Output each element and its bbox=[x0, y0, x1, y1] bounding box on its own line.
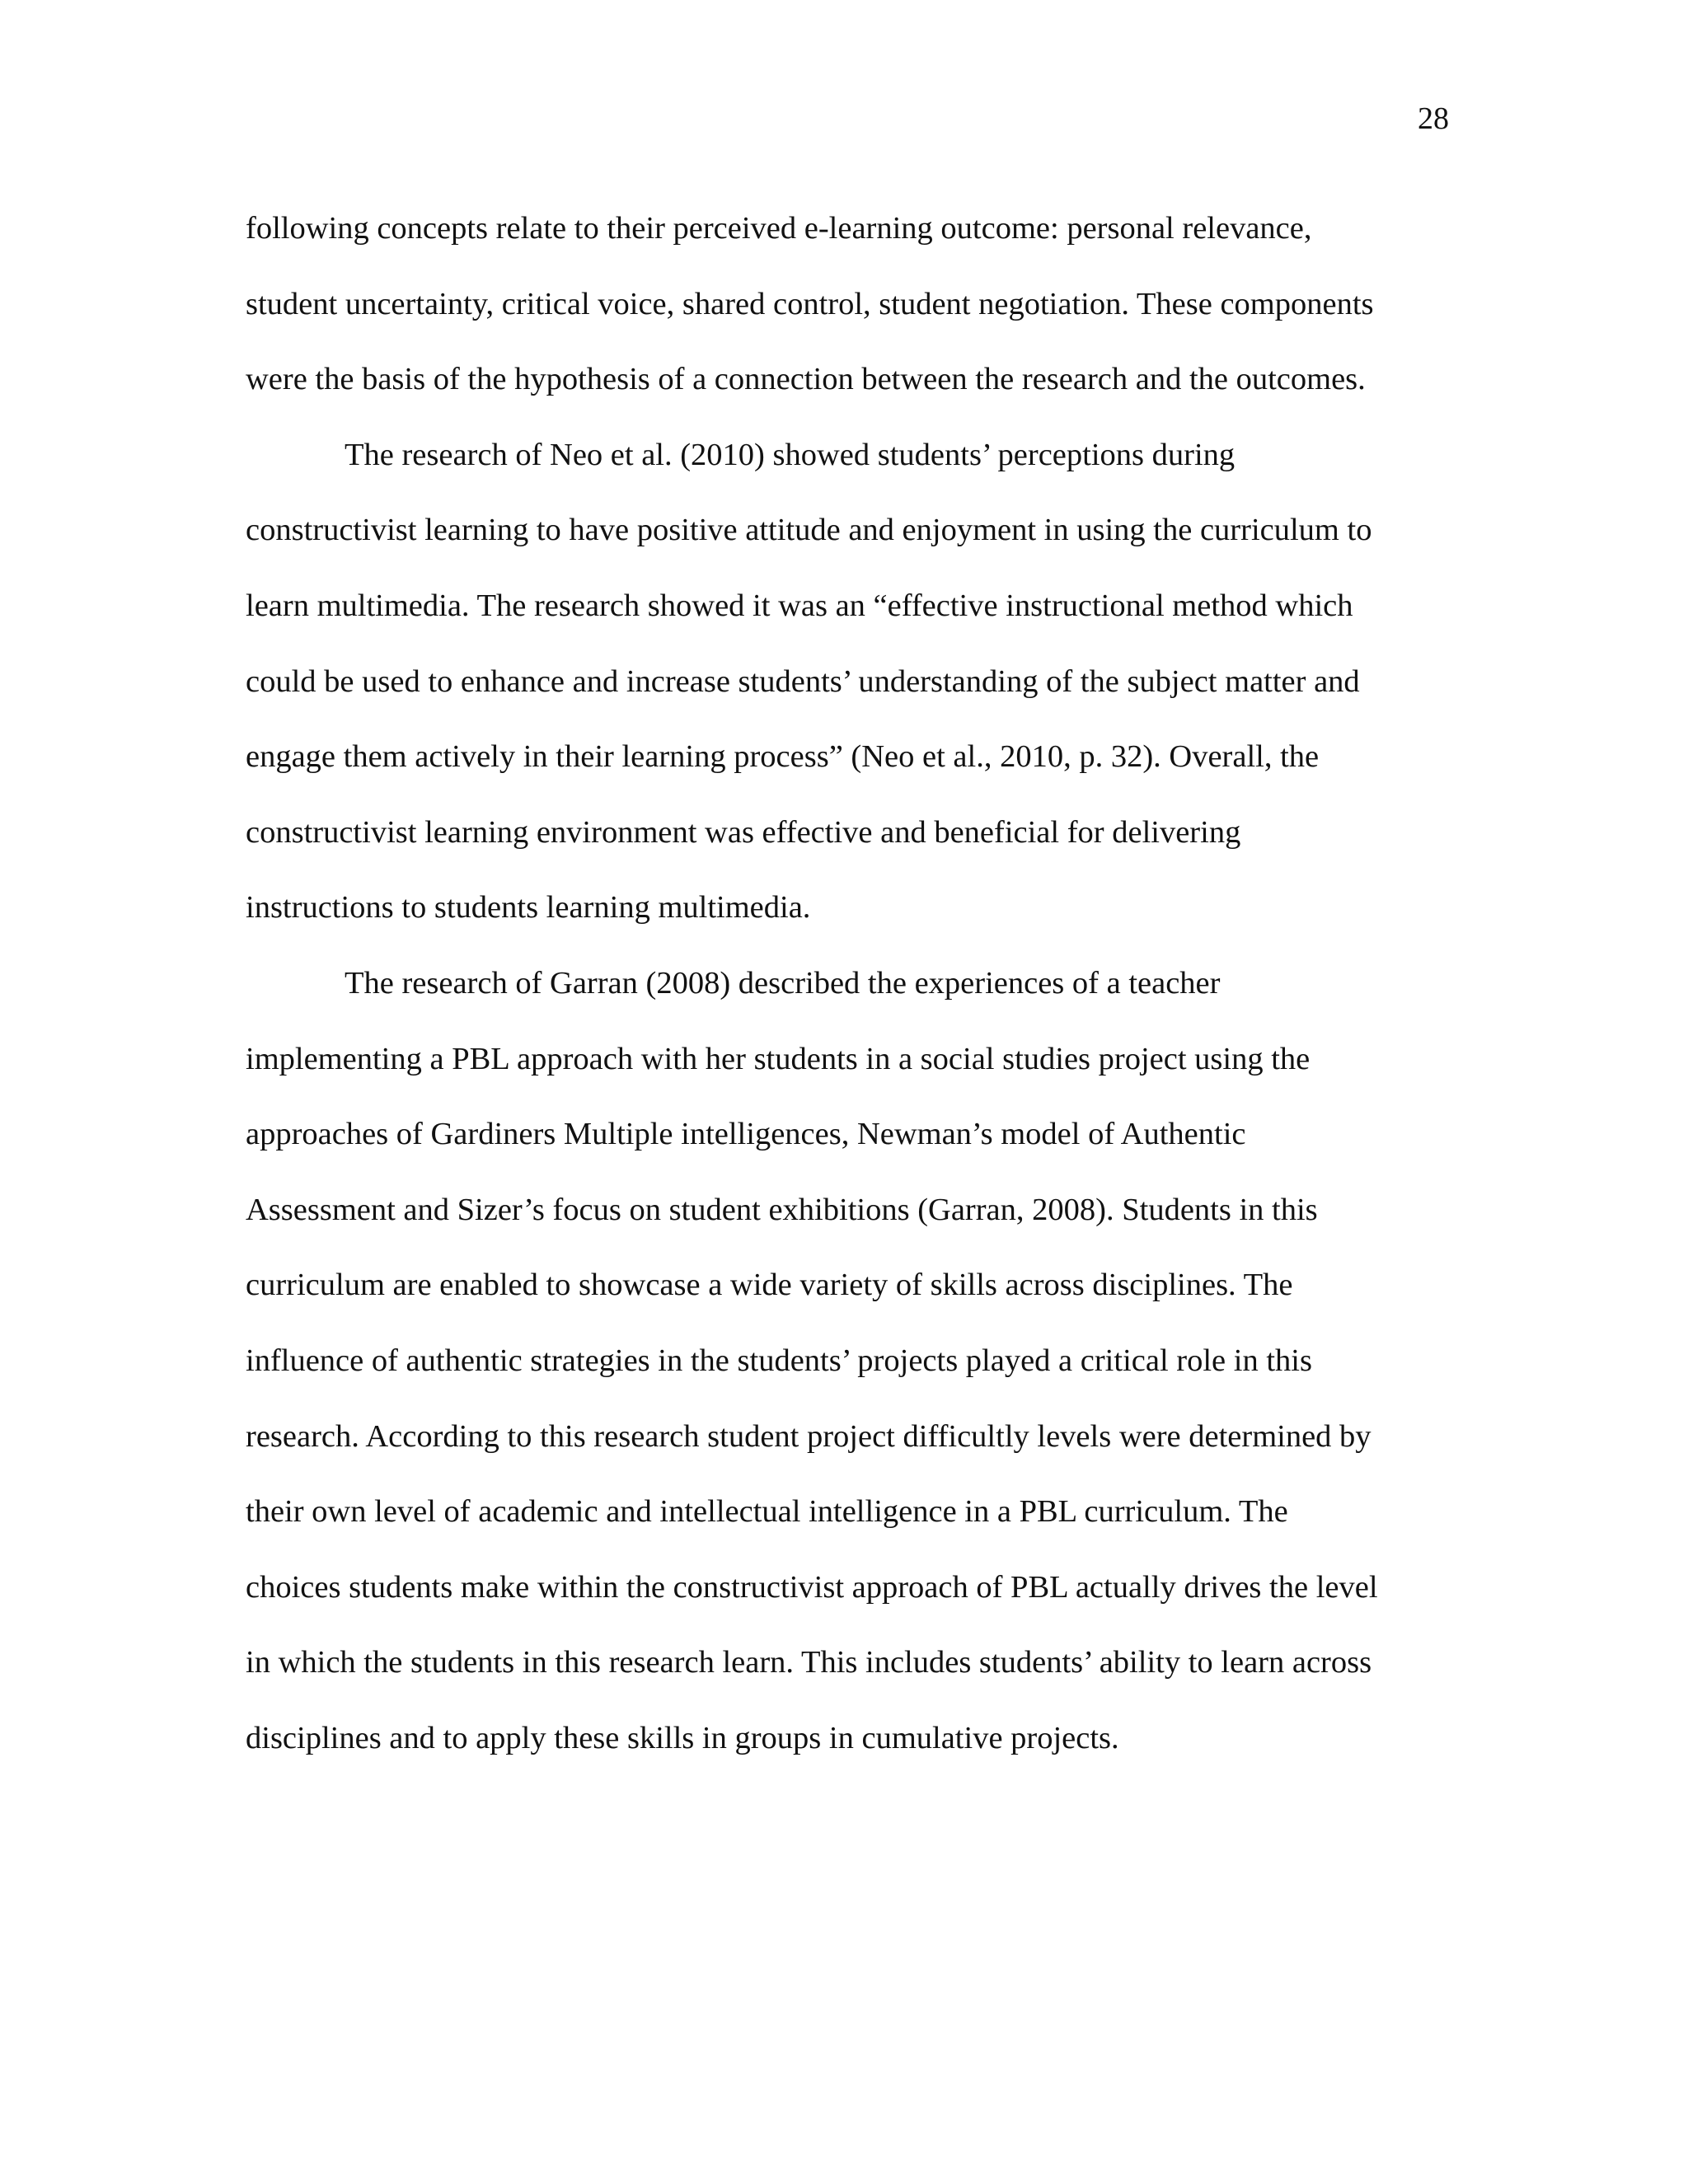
paragraph-2 bbox=[246, 418, 1432, 946]
paragraph-1 bbox=[246, 191, 1432, 418]
paragraph-line: research. According to this research student project difficultly levels were determined by bbox=[246, 1418, 1372, 1454]
paragraph-line: implementing a PBL approach with her students in a social studies project using the bbox=[246, 1041, 1311, 1076]
paragraph-line: instructions to students learning multimedia. bbox=[246, 890, 811, 926]
paragraph-line: influence of authentic strategies in the students’ projects played a critical role in this bbox=[246, 1343, 1312, 1378]
paragraph-line: were the basis of the hypothesis of a connection between the research and the outcomes. bbox=[246, 362, 1366, 397]
paragraph-line: The research of Garran (2008) described the experiences of a teacher bbox=[345, 965, 1221, 1001]
paragraph-line: their own level of academic and intellectual intelligence in a PBL curriculum. The bbox=[246, 1494, 1288, 1530]
paragraph-line: following concepts relate to their perceived e-learning outcome: personal relevance, bbox=[246, 211, 1312, 246]
paragraph-line: approaches of Gardiners Multiple intelligences, Newman’s model of Authentic bbox=[246, 1117, 1246, 1152]
paragraph-line: The research of Neo et al. (2010) showed students’ perceptions during bbox=[345, 437, 1236, 472]
paragraph-line: Assessment and Sizer’s focus on student exhibitions (Garran, 2008). Students in this bbox=[246, 1192, 1318, 1227]
paragraph-line: student uncertainty, critical voice, shared control, student negotiation. These components bbox=[246, 286, 1374, 321]
paragraph-line: learn multimedia. The research showed it was an “effective instructional method which bbox=[246, 588, 1353, 623]
paragraph-line: engage them actively in their learning process” (Neo et al., 2010, p. 32). Overall, the bbox=[246, 739, 1320, 775]
paragraph-line: curriculum are enabled to showcase a wide variety of skills across disciplines. The bbox=[246, 1268, 1293, 1303]
paragraph-line: disciplines and to apply these skills in groups in cumulative projects. bbox=[246, 1720, 1119, 1755]
paragraph-line: could be used to enhance and increase students’ understanding of the subject matter and bbox=[246, 663, 1360, 699]
paragraph-line: constructivist learning to have positive attitude and enjoyment in using the curriculum to bbox=[246, 513, 1372, 548]
body-text bbox=[246, 191, 1432, 1776]
paragraph-line: choices students make within the constructivist approach of PBL actually drives the level bbox=[246, 1569, 1378, 1605]
page-number: 28 bbox=[1418, 101, 1449, 136]
paragraph-line: constructivist learning environment was effective and beneficial for delivering bbox=[246, 814, 1241, 850]
paragraph-line: in which the students in this research learn. This includes students’ ability to learn across bbox=[246, 1645, 1372, 1680]
paragraph-3 bbox=[246, 946, 1432, 1777]
